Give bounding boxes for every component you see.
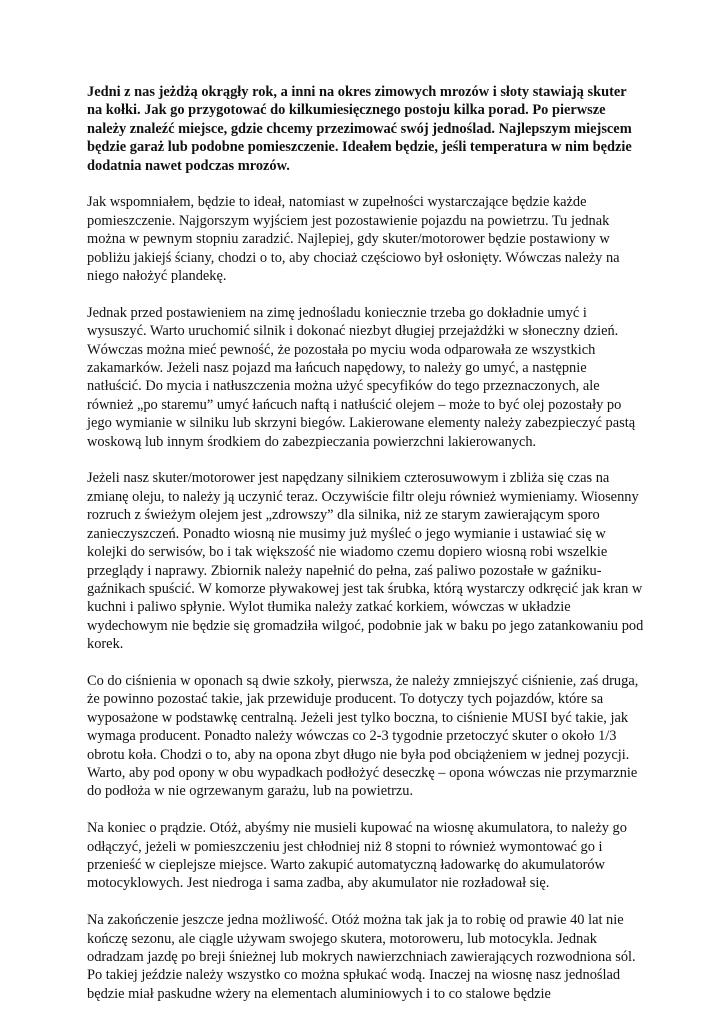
- body-paragraph: Jeżeli nasz skuter/motorower jest napędzany silnikiem czterosuwowym i zbliża się czas na zmianę oleju, to należy ją uczynić teraz. Oczywiście filtr oleju również wymieniamy. Wiosenny rozruch z świeżym olejem jest „zdrowszy” dla silnika, niż ze starym zawierającym sporo zanieczyszczeń. Ponadto wiosną nie musimy już myśleć o jego wymianie i ustawiać się w kolejki do serwisów, bo i tak większość nie wiadomo czemu dopiero wiosną robi wszelkie przeglądy i naprawy. Zbiornik należy napełnić do pełna, zaś paliwo pozostałe w gaźniku-gaźnikach spuścić. W komorze pływakowej jest tak śrubka, którą wystarczy odkręcić jak kran w kuchni i paliwo spłynie. Wylot tłumika należy zatkać korkiem, wówczas w układzie wydechowym nie będzie się gromadziła wilgoć, podobnie jak w baku po jego zatankowaniu pod korek.: [87, 470, 644, 653]
- body-paragraph: Na koniec o prądzie. Otóż, abyśmy nie musieli kupować na wiosnę akumulatora, to należy go odłączyć, jeżeli w pomieszczeniu jest chłodniej niż 8 stopni to również wymontować go i przenieść w cieplejsze miejsce. Warto zakupić automatyczną ładowarkę do akumulatorów motocyklowych. Jest niedroga i sama zadba, aby akumulator nie rozładował się.: [87, 820, 627, 892]
- body-paragraph: Jednak przed postawieniem na zimę jednośladu koniecznie trzeba go dokładnie umyć i wysuszyć. Warto uruchomić silnik i dokonać niezbyt długiej przejażdżki w słoneczny dzień. Wówczas można mieć pewność, że pozostała po myciu woda odparowała ze wszystkich zakamarków. Jeżeli nasz pojazd ma łańcuch napędowy, to należy go umyć, a następnie natłuścić. Do mycia i natłuszczenia można użyć specyfików do tego przeznaczonych, ale również „po staremu” umyć łańcuch naftą i natłuścić olejem – może to być olej pozostały po jego wymianie w silniku lub skrzyni biegów. Lakierowane elementy należy zabezpieczyć pastą woskową lub innym środkiem do zabezpieczania powierzchni lakierowanych.: [87, 304, 636, 450]
- body-paragraph: Na zakończenie jeszcze jedna możliwość. Otóż można tak jak ja to robię od prawie 40 lat nie kończę sezonu, ale ciągle używam swojego skutera, motoroweru, lub motocykla. Jednak odradzam jazdę po breji śnieżnej lub mokrych nawierzchniach zawierających rozwodniona sól. Po takiej jeździe należy wszystko co można spłukać wodą. Inaczej na wiosnę nasz jednoślad będzie miał paskudne wżery na elementach aluminiowych i to co stalowe będzie: [87, 912, 636, 1002]
- document-page: [87, 83, 644, 1022]
- body-paragraph: Jak wspomniałem, będzie to ideał, natomiast w zupełności wystarczające będzie każde pomieszczenie. Najgorszym wyjściem jest pozostawienie pojazdu na powietrzu. Tu jednak można w pewnym stopniu zaradzić. Najlepiej, gdy skuter/motorower będzie postawiony w pobliżu jakiejś ściany, chodzi o to, aby chociaż częściowo był osłonięty. Wówczas należy na niego nałożyć plandekę.: [87, 194, 620, 285]
- lead-paragraph: Jedni z nas jeżdżą okrągły rok, a inni na okres zimowych mrozów i słoty stawiają skuter na kołki. Jak go przygotować do kilkumiesięcznego postoju kilka porad. Po pierwsze należy znaleźć miejsce, gdzie chcemy przezimować swój jednoślad. Najlepszym miejscem będzie garaż lub podobne pomieszczenie. Ideałem będzie, jeśli temperatura w nim będzie dodatnia nawet podczas mrozów.: [87, 84, 632, 174]
- body-paragraph: Co do ciśnienia w oponach są dwie szkoły, pierwsza, że należy zmniejszyć ciśnienie, zaś druga, że powinno pozostać takie, jak przewiduje producent. To dotyczy tych pojazdów, które sa wyposażone w podstawkę centralną. Jeżeli jest tylko boczna, to ciśnienie MUSI być takie, jak wymaga producent. Ponadto należy wówczas co 2-3 tygodnie przetoczyć skuter o około 1/3 obrotu koła. Chodzi o to, aby na opona zbyt długo nie była pod obciążeniem w jednej pozycji. Warto, aby pod opony w obu wypadkach podłożyć deseczkę – opona wówczas nie przymarznie do podłoża w nie ogrzewanym garażu, lub na powietrzu.: [87, 672, 639, 800]
